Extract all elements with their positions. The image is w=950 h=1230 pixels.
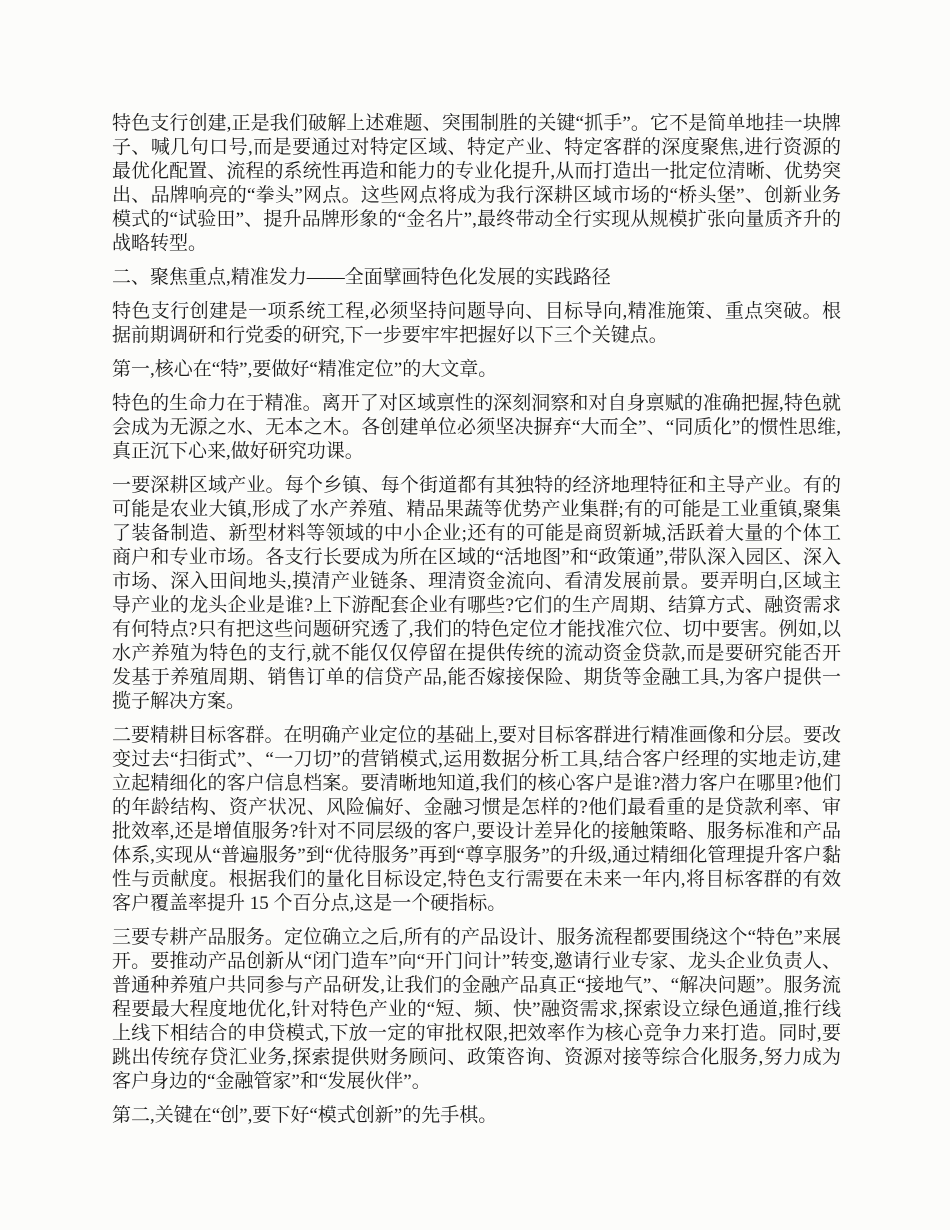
paragraph-target-customers: 二要精耕目标客群。在明确产业定位的基础上,要对目标客群进行精准画像和分层。要改变过去“扫街式”、“一刀切”的营销模式,运用数据分析工具,结合客户经理的实地走访,建立起精细化的客户信息档案。要清晰地知道,我们的核心客户是谁?潜力客户在哪里?他们的年龄结构、资产状况、风险偏好、金融习惯是怎样的?他们最看重的是贷款利率、审批效率,还是增值服务?针对不同层级的客户,要设计差异化的接触策略、服务标准和产品体系,实现从“普遍服务”到“优待服务”再到“尊享服务”的升级,通过精细化管理提升客户黏性与贡献度。根据我们的量化目标设定,特色支行需要在未来一年内,将目标客群的有效客户覆盖率提升 15 个百分点,这是一个硬指标。: [112, 725, 841, 914]
paragraph-regional-industry: 一要深耕区域产业。每个乡镇、每个街道都有其独特的经济地理特征和主导产业。有的可能是农业大镇,形成了水产养殖、精品果蔬等优势产业集群;有的可能是工业重镇,聚集了装备制造、新型材料等领域的中小企业;还有的可能是商贸新城,活跃着大量的个体工商户和专业市场。各支行长要成为所在区域的“活地图”和“政策通”,带队深入园区、深入市场、深入田间地头,摸清产业链条、理清资金流向、看清发展前景。要弄明白,区域主导产业的龙头企业是谁?上下游配套企业有哪些?它们的生产周期、结算方式、融资需求有何特点?只有把这些问题研究透了,我们的特色定位才能找准穴位、切中要害。例如,以水产养殖为特色的支行,就不能仅仅停留在提供传统的流动资金贷款,而是要研究能否开发基于养殖周期、销售订单的信贷产品,能否嫁接保险、期货等金融工具,为客户提供一揽子解决方案。: [112, 475, 841, 712]
paragraph-product-service: 三要专耕产品服务。定位确立之后,所有的产品设计、服务流程都要围绕这个“特色”来展开。要推动产品创新从“闭门造车”向“开门问计”转变,邀请行业专家、龙头企业负责人、普通种养殖户共同参与产品研发,让我们的金融产品真正“接地气”、“解决问题”。服务流程要最大程度地优化,针对特色产业的“短、频、快”融资需求,探索设立绿色通道,推行线上线下相结合的申贷模式,下放一定的审批权限,把效率作为核心竞争力来打造。同时,要跳出传统存贷汇业务,探索提供财务顾问、政策咨询、资源对接等综合化服务,努力成为客户身边的“金融管家”和“发展伙伴”。: [112, 927, 841, 1092]
point-2-heading: 第二,关键在“创”,要下好“模式创新”的先手棋。: [112, 1105, 498, 1126]
section-heading-2: 二、聚焦重点,精准发力——全面擘画特色化发展的实践路径: [112, 267, 611, 288]
paragraph-point1-intro: 特色的生命力在于精准。离开了对区域禀性的深刻洞察和对自身禀赋的准确把握,特色就会成为无源之水、无本之木。各创建单位必须坚决摒弃“大而全”、“同质化”的惯性思维,真正沉下心来,做好研究功课。: [112, 393, 841, 462]
paragraph-intro: 特色支行创建,正是我们破解上述难题、突围制胜的关键“抓手”。它不是简单地挂一块牌子、喊几句口号,而是要通过对特定区域、特定产业、特定客群的深度聚焦,进行资源的最优化配置、流程的系统性再造和能力的专业化提升,从而打造出一批定位清晰、优势突出、品牌响亮的“拳头”网点。这些网点将成为我行深耕区域市场的“桥头堡”、创新业务模式的“试验田”、提升品牌形象的“金名片”,最终带动全行实现从规模扩张向量质齐升的战略转型。: [112, 113, 841, 254]
document-page: [112, 0, 841, 1128]
paragraph-overview: 特色支行创建是一项系统工程,必须坚持问题导向、目标导向,精准施策、重点突破。根据前期调研和行党委的研究,下一步要牢牢把握好以下三个关键点。: [112, 301, 841, 346]
point-1-heading: 第一,核心在“特”,要做好“精准定位”的大文章。: [112, 359, 498, 380]
